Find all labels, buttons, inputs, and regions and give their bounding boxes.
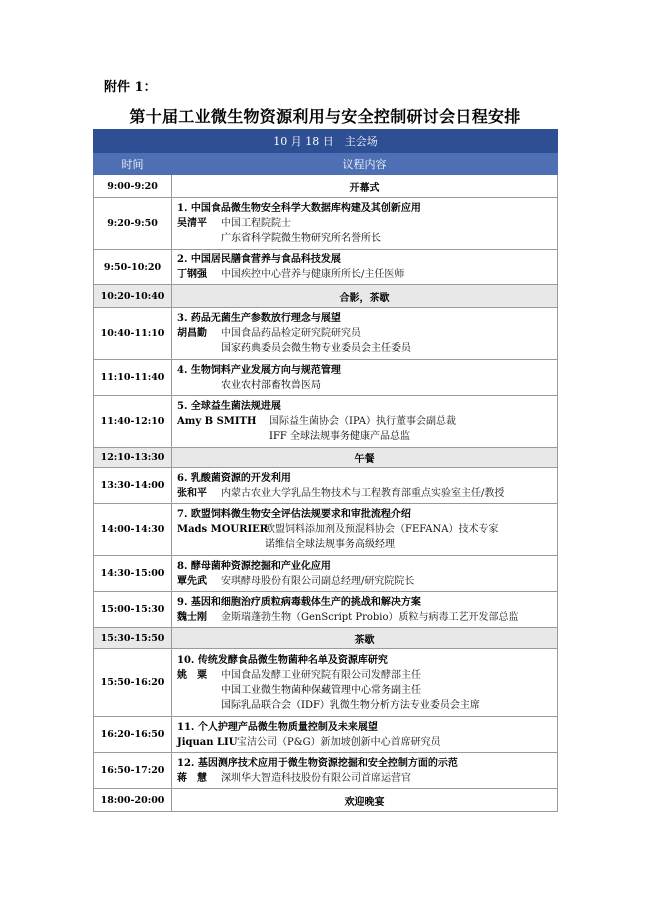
talk-title: 8. 酵母菌种资源挖掘和产业化应用 (177, 560, 331, 572)
agenda-item (172, 468, 558, 504)
speaker-role: 广东省科学院微生物研究所名誉所长 (221, 233, 381, 244)
table-row (94, 789, 558, 812)
talk-title: 1. 中国食品微生物安全科学大数据库构建及其创新应用 (177, 203, 421, 214)
speaker-name: 丁钢强 (177, 269, 207, 280)
agenda-item (172, 250, 558, 285)
agenda-item (172, 717, 558, 753)
table-row (94, 649, 558, 717)
agenda-item (172, 556, 558, 592)
speaker-name: Jiquan LIU (177, 736, 238, 748)
speaker-name: 覃先武 (177, 575, 207, 587)
row-time: 15:00-15:30 (94, 592, 172, 628)
talk-title: 2. 中国居民膳食营养与食品科技发展 (177, 254, 341, 265)
talk-title: 6. 乳酸菌资源的开发利用 (177, 472, 291, 484)
row-time: 18:00-20:00 (94, 789, 172, 812)
speaker-role: 国际益生菌协会（IPA）执行董事会副总裁 (269, 416, 456, 427)
agenda-item (172, 396, 558, 448)
table-row (94, 468, 558, 504)
speaker-name: 蒋 慧 (177, 772, 207, 784)
table-row (94, 628, 558, 649)
speaker-role: IFF 全球法规事务健康产品总监 (269, 431, 411, 442)
agenda-item (172, 308, 558, 360)
table-row (94, 175, 558, 198)
speaker-name: 魏士刚 (177, 611, 207, 623)
table-row (94, 250, 558, 285)
speaker-role: 深圳华大智造科技股份有限公司首席运营官 (221, 772, 411, 784)
session-label: 茶歇 (172, 628, 558, 649)
talk-title: 12. 基因测序技术应用于微生物资源挖掘和安全控制方面的示范 (177, 757, 458, 769)
speaker-role: 中国食品发酵工业研究院有限公司发酵部主任 (221, 669, 421, 681)
row-time: 12:10-13:30 (94, 448, 172, 468)
table-row (94, 198, 558, 250)
main-header-row (94, 130, 558, 153)
table-row (94, 592, 558, 628)
session-label: 午餐 (172, 448, 558, 468)
talk-title: 3. 药品无菌生产参数放行理念与展望 (177, 313, 341, 324)
speaker-role: 农业农村部畜牧兽医局 (221, 379, 321, 391)
speaker-role: 宝洁公司（P&G）新加坡创新中心首席研究员 (237, 736, 441, 748)
row-time: 14:30-15:00 (94, 556, 172, 592)
agenda-item (172, 360, 558, 396)
row-time: 11:10-11:40 (94, 360, 172, 396)
talk-title: 7. 欧盟饲料微生物安全评估法规要求和审批流程介绍 (177, 509, 411, 520)
table-row (94, 717, 558, 753)
document-title: 第十届工业微生物资源利用与安全控制研讨会日程安排 (129, 107, 521, 126)
row-time: 9:50-10:20 (94, 250, 172, 285)
agenda-item (172, 198, 558, 250)
schedule-table (93, 129, 558, 812)
speaker-name: 张和平 (177, 487, 207, 499)
column-header-time: 时间 (94, 153, 172, 175)
table-row (94, 556, 558, 592)
speaker-name: 吴清平 (177, 218, 207, 229)
agenda-item (172, 649, 558, 717)
talk-title: 4. 生物饲料产业发展方向与规范管理 (177, 364, 341, 376)
speaker-role: 国际乳品联合会（IDF）乳微生物分析方法专业委员会主席 (221, 699, 480, 711)
row-time: 9:00-9:20 (94, 175, 172, 198)
agenda-item (172, 592, 558, 628)
row-time: 10:40-11:10 (94, 308, 172, 360)
table-row (94, 308, 558, 360)
speaker-name: 姚 粟 (177, 669, 207, 681)
talk-title: 5. 全球益生菌法规进展 (177, 401, 281, 412)
column-header-content: 议程内容 (172, 153, 558, 175)
speaker-role: 金斯瑞蓬勃生物（GenScript Probio）质粒与病毒工艺开发部总监 (221, 611, 519, 623)
speaker-role: 中国工程院院士 (221, 218, 291, 229)
talk-title: 9. 基因和细胞治疗质粒病毒载体生产的挑战和解决方案 (177, 596, 421, 608)
speaker-role: 内蒙古农业大学乳品生物技术与工程教育部重点实验室主任/教授 (221, 487, 505, 499)
table-row (94, 504, 558, 556)
speaker-name: 胡昌勤 (177, 328, 207, 339)
speaker-name: Amy B SMITH (177, 416, 257, 427)
speaker-role: 中国食品药品检定研究院研究员 (221, 328, 361, 339)
speaker-role: 国家药典委员会微生物专业委员会主任委员 (221, 343, 411, 354)
table-row (94, 285, 558, 308)
column-header-row (94, 153, 558, 175)
session-label: 合影，茶歇 (172, 285, 558, 308)
speaker-role: 诺维信全球法规事务高级经理 (265, 539, 395, 550)
speaker-role: 中国工业微生物菌种保藏管理中心常务副主任 (221, 684, 421, 696)
row-time: 15:30-15:50 (94, 628, 172, 649)
row-time: 14:00-14:30 (94, 504, 172, 556)
table-row (94, 753, 558, 789)
row-time: 11:40-12:10 (94, 396, 172, 448)
row-time: 16:50-17:20 (94, 753, 172, 789)
table-row (94, 360, 558, 396)
main-header: 10 月 18 日 主会场 (94, 130, 558, 153)
speaker-role: 中国疾控中心营养与健康所所长/主任医师 (221, 269, 405, 280)
talk-title: 10. 传统发酵食品微生物菌种名单及资源库研究 (177, 654, 388, 666)
attachment-label: 附件 1： (104, 80, 157, 95)
row-time: 13:30-14:00 (94, 468, 172, 504)
talk-title: 11. 个人护理产品微生物质量控制及未来展望 (177, 721, 378, 733)
table-row (94, 396, 558, 448)
agenda-item (172, 504, 558, 556)
session-label: 开幕式 (172, 175, 558, 198)
row-time: 9:20-9:50 (94, 198, 172, 250)
speaker-name: Mads MOURIER (177, 524, 269, 535)
row-time: 15:50-16:20 (94, 649, 172, 717)
row-time: 16:20-16:50 (94, 717, 172, 753)
row-time: 10:20-10:40 (94, 285, 172, 308)
speaker-role: 欧盟饲料添加剂及预混料协会（FEFANA）技术专家 (265, 524, 499, 535)
table-row (94, 448, 558, 468)
session-label: 欢迎晚宴 (172, 789, 558, 812)
speaker-role: 安琪酵母股份有限公司副总经理/研究院院长 (221, 575, 415, 587)
agenda-item (172, 753, 558, 789)
